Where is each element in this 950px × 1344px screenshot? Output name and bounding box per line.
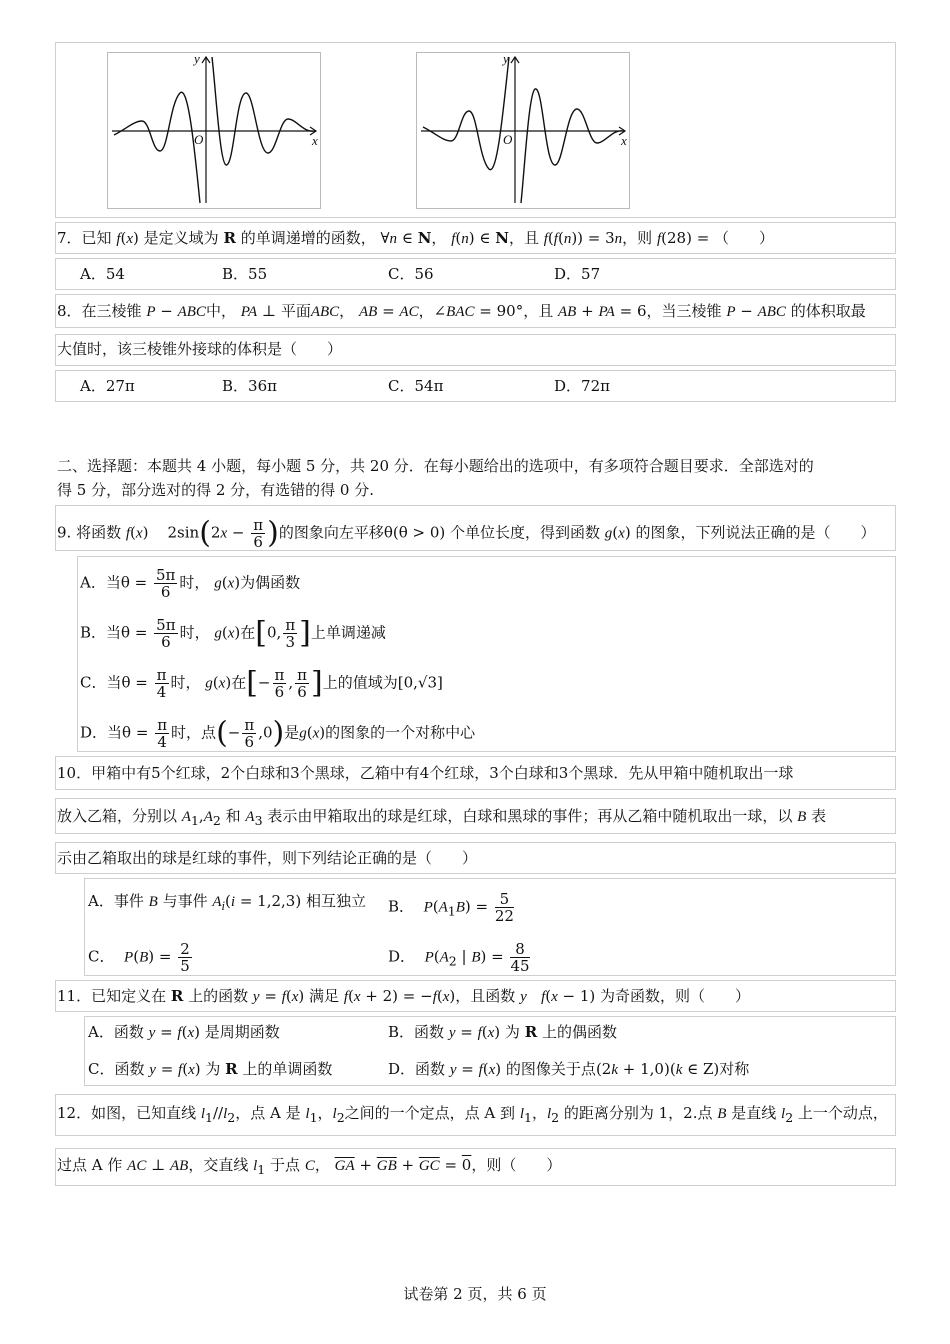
- graph-option-c: [107, 52, 321, 209]
- graph1-y-label: y: [194, 51, 200, 66]
- function-graph-1: [108, 53, 320, 208]
- section-2-heading: 二、选择题：本题共 4 小题，每小题 5 分，共 20 分．在每小题给出的选项中，有多项符合题目要求．全部选对的 得 5 分，部分选对的得 2 分，有选错的得 0 分.: [57, 457, 814, 499]
- q10-stem-line2: 放入乙箱，分别以 $A_1,A_2$ 和 $A_3$ 表示由甲箱取出的球是红球，白球和黑球的事件；再从乙箱中随机取出一球，以 B 表: [57, 807, 827, 828]
- q11-stem: 11．已知定义在 R 上的函数 y = f(x) 满足 f(x + 2) = −f(x)，且函数 y f(x − 1) 为奇函数，则（ ）: [57, 987, 751, 1005]
- q10-stem-line1: 10．甲箱中有5个红球，2个白球和3个黑球，乙箱中有4个红球，3个白球和3个黑球．先从甲箱中随机取出一球: [57, 764, 794, 782]
- graph2-x-label: x: [621, 133, 627, 148]
- q8-option-a[interactable]: A．27π: [80, 377, 135, 395]
- q7-option-c[interactable]: C．56: [388, 265, 434, 283]
- q7-option-b[interactable]: B．55: [222, 265, 268, 283]
- q9-option-c[interactable]: C．当θ = $\frac{\pi}{4}$ 时， g(x)在[− $\frac{\pi}{6}$ , $\frac{\pi}{6}$ ]上的值域为[0,√3]: [80, 665, 443, 701]
- q8-option-d[interactable]: D．72π: [554, 377, 610, 395]
- q7-option-a[interactable]: A．54: [80, 265, 125, 283]
- graph1-x-label: x: [312, 133, 318, 148]
- page-footer: 试卷第 2 页，共 6 页: [403, 1285, 547, 1303]
- graph-option-d: [416, 52, 630, 209]
- graph1-origin-label: O: [194, 132, 204, 147]
- q10-option-c[interactable]: C． P(B) = $\frac{2}{5}$: [88, 940, 190, 975]
- q10-option-d[interactable]: D． $P(A_2$ | B) = $\frac{8}{45}$: [388, 940, 530, 975]
- q8-option-b[interactable]: B．36π: [222, 377, 277, 395]
- q11-option-d[interactable]: D．函数 y = f(x) 的图像关于点(2k + 1,0)(k ∈ Z)对称: [388, 1060, 750, 1078]
- q7-stem: 7．已知 f(x) 是定义域为 R 的单调递增的函数， ∀n ∈ N， f(n) ∈ N，且 f(f(n)) = 3n，则 f(28) = （ ）: [57, 229, 775, 247]
- q12-stem-line2: 过点 A 作 AC ⊥ AB，交直线 $l_1$ 于点 C， $\overline{GA} + \overline{GB} + \overline{GC} = 0$，则（ ）: [57, 1156, 562, 1177]
- q8-stem-line2: 大值时，该三棱锥外接球的体积是（ ）: [57, 340, 343, 358]
- q9-option-b[interactable]: B．当θ = $\frac{5\pi}{6}$ 时， g(x)在[0, $\frac{\pi}{3}$ ]上单调递减: [80, 615, 386, 651]
- q8-option-c[interactable]: C．54π: [388, 377, 444, 395]
- q10-stem-line3: 示由乙箱取出的球是红球的事件，则下列结论正确的是（ ）: [57, 849, 478, 867]
- q8-options-box: [55, 370, 896, 402]
- q7-option-d[interactable]: D．57: [554, 265, 601, 283]
- q12-stem-line1: 12．如图，已知直线 $l_1//l_2$，点 A 是 $l_1$，$l_2$之间的一个定点，点 A 到 $l_1$，$l_2$ 的距离分别为 1，2.点 B 是直线 $l_2$ 上一个动点，: [57, 1104, 888, 1125]
- q8-stem-line1: 8．在三棱锥 P − ABC中， PA ⊥ 平面ABC， AB = AC，∠BAC = 90°，且 AB + PA = 6，当三棱锥 P − ABC 的体积取最: [57, 302, 866, 320]
- q9-option-d[interactable]: D．当θ = $\frac{\pi}{4}$ 时，点(− $\frac{\pi}{6}$ ,0)是g(x)的图象的一个对称中心: [80, 715, 476, 751]
- function-graph-2: [417, 53, 629, 208]
- q9-stem: 9. 将函数 f(x) 2sin(2x − $\frac{\pi}{6}$ )的图象向左平移θ(θ > 0) 个单位长度，得到函数 g(x) 的图象，下列说法正确的是（ ）: [57, 515, 876, 551]
- q11-option-c[interactable]: C．函数 y = f(x) 为 R 上的单调函数: [88, 1060, 333, 1078]
- q11-option-b[interactable]: B．函数 y = f(x) 为 R 上的偶函数: [388, 1023, 617, 1041]
- graph2-y-label: y: [503, 51, 509, 66]
- q10-option-b[interactable]: B． $P(A_1B)$ = $\frac{5}{22}$: [388, 890, 514, 925]
- q10-option-a[interactable]: A．事件 B 与事件 $A_i(i = 1,2,3)$ 相互独立: [88, 892, 366, 913]
- graph2-origin-label: O: [503, 132, 513, 147]
- q11-option-a[interactable]: A．函数 y = f(x) 是周期函数: [88, 1023, 280, 1041]
- q7-options-box: [55, 258, 896, 290]
- q9-option-a[interactable]: A．当θ = $\frac{5\pi}{6}$ 时， g(x)为偶函数: [80, 566, 301, 601]
